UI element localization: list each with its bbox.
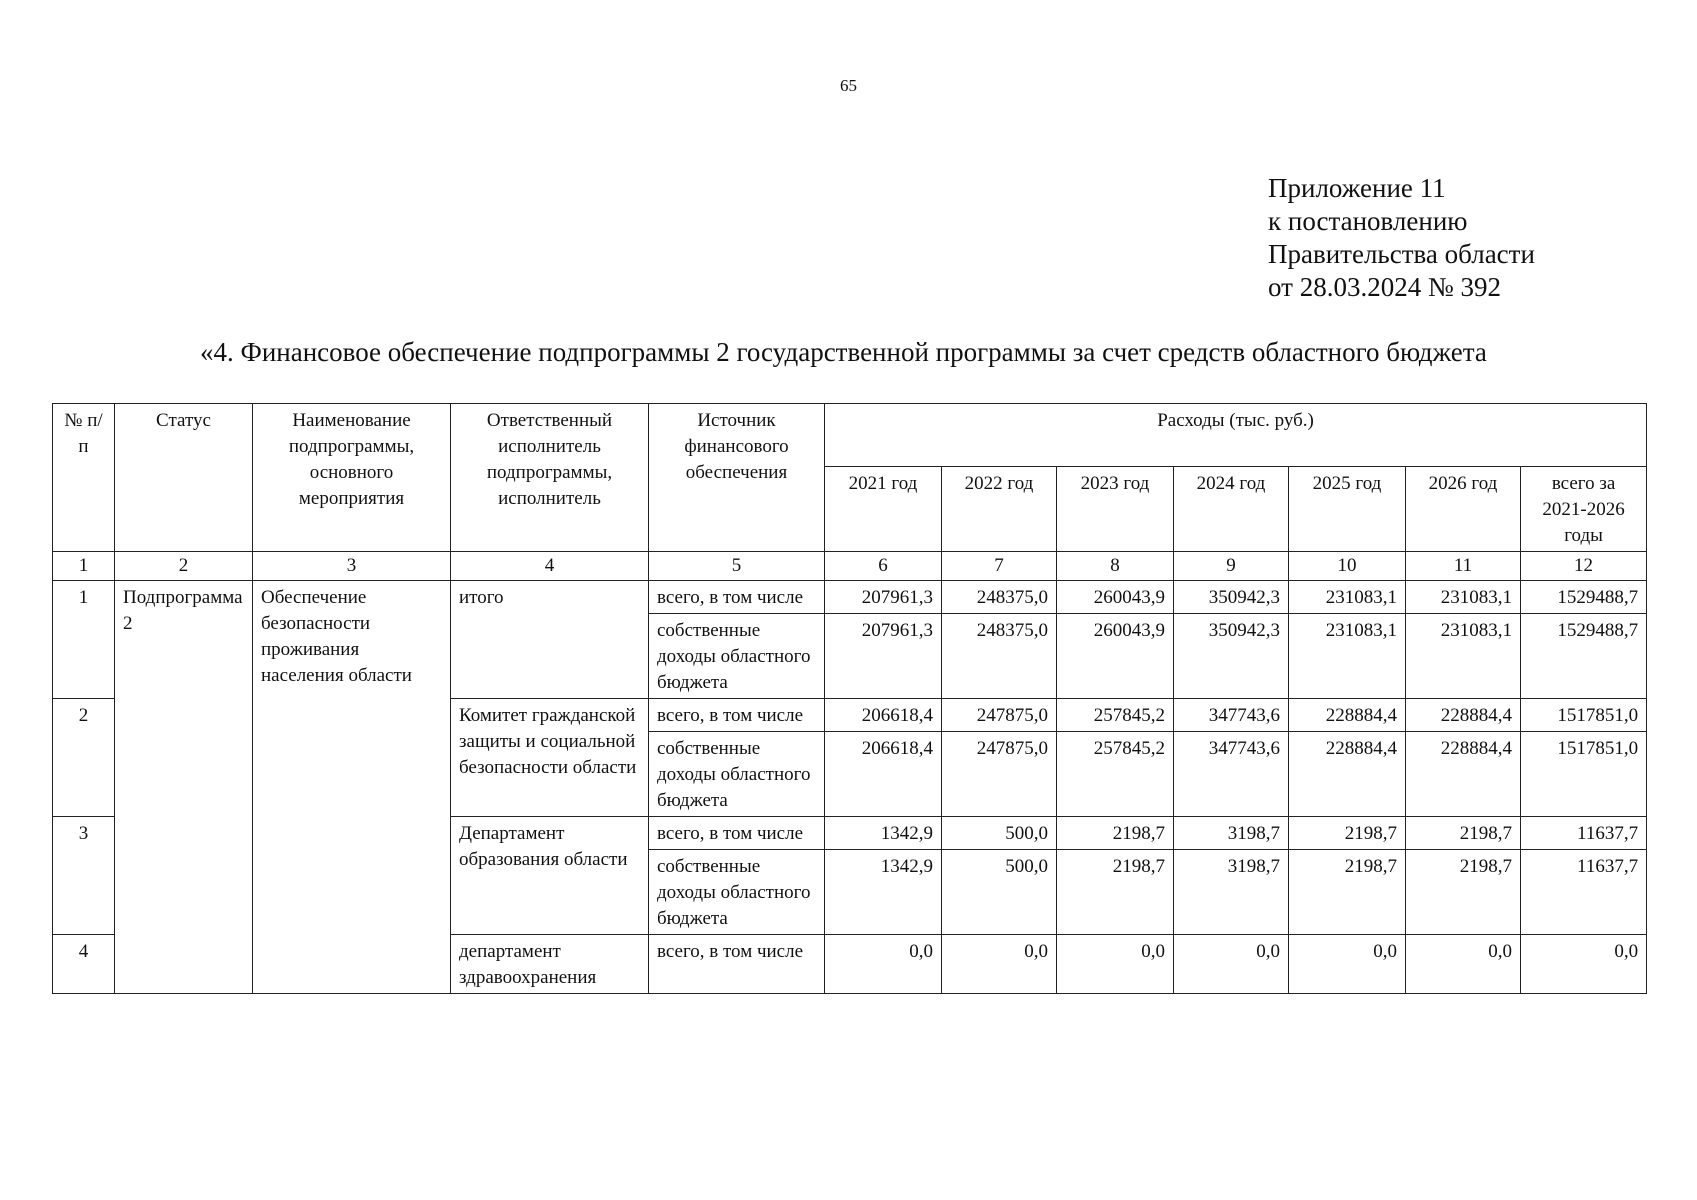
amount-cell: 228884,4 [1406, 732, 1521, 817]
amount-cell: 1342,9 [825, 850, 942, 935]
amount-cell: 2198,7 [1406, 817, 1521, 850]
executor-cell: Комитет гражданской защиты и социальной безопасности области [451, 699, 649, 817]
amount-cell: 2198,7 [1057, 817, 1174, 850]
amount-total-cell: 11637,7 [1521, 817, 1647, 850]
financing-table [52, 403, 1647, 994]
header-name: Наименование подпрограммы, основного мероприятия [253, 404, 451, 552]
header-year-total: всего за 2021-2026 годы [1521, 467, 1647, 552]
row-number: 3 [53, 817, 115, 935]
column-index: 6 [825, 552, 942, 581]
program-name-cell: Обеспечение безопасности проживания населения области [253, 581, 451, 994]
amount-cell: 231083,1 [1289, 581, 1406, 614]
amount-total-cell: 1529488,7 [1521, 581, 1647, 614]
amount-cell: 350942,3 [1174, 614, 1289, 699]
amount-cell: 231083,1 [1289, 614, 1406, 699]
row-number: 1 [53, 581, 115, 699]
amount-cell: 247875,0 [942, 699, 1057, 732]
document-title: «4. Финансовое обеспечение подпрограммы 2 государственной программы за счет средств областного бюджета [200, 337, 1487, 367]
status-cell: Подпрограмма 2 [115, 581, 253, 994]
column-index: 3 [253, 552, 451, 581]
amount-cell: 228884,4 [1289, 732, 1406, 817]
amount-cell: 2198,7 [1289, 850, 1406, 935]
source-cell: собственные доходы областного бюджета [649, 732, 825, 817]
amount-cell: 0,0 [942, 935, 1057, 994]
header-year: 2022 год [942, 467, 1057, 552]
amount-cell: 2198,7 [1406, 850, 1521, 935]
amount-cell: 2198,7 [1057, 850, 1174, 935]
column-index: 10 [1289, 552, 1406, 581]
amount-cell: 3198,7 [1174, 817, 1289, 850]
amount-cell: 257845,2 [1057, 699, 1174, 732]
header-expenses: Расходы (тыс. руб.) [825, 404, 1647, 467]
amount-cell: 247875,0 [942, 732, 1057, 817]
column-index: 7 [942, 552, 1057, 581]
column-index: 9 [1174, 552, 1289, 581]
appendix-line: от 28.03.2024 № 392 [1268, 272, 1501, 302]
amount-cell: 2198,7 [1289, 817, 1406, 850]
amount-cell: 0,0 [1406, 935, 1521, 994]
amount-cell: 207961,3 [825, 614, 942, 699]
source-cell: собственные доходы областного бюджета [649, 850, 825, 935]
appendix-block [1268, 172, 1535, 304]
column-index: 5 [649, 552, 825, 581]
header-source: Источник финансового обеспечения [649, 404, 825, 552]
amount-cell: 206618,4 [825, 699, 942, 732]
source-cell: собственные доходы областного бюджета [649, 614, 825, 699]
executor-cell: Департамент образования области [451, 817, 649, 935]
source-cell: всего, в том числе [649, 935, 825, 994]
header-year: 2024 год [1174, 467, 1289, 552]
column-index: 1 [53, 552, 115, 581]
amount-cell: 248375,0 [942, 614, 1057, 699]
amount-cell: 231083,1 [1406, 614, 1521, 699]
source-cell: всего, в том числе [649, 817, 825, 850]
amount-total-cell: 1517851,0 [1521, 699, 1647, 732]
header-executor: Ответственный исполнитель подпрограммы, исполнитель [451, 404, 649, 552]
executor-cell: итого [451, 581, 649, 699]
column-index-row [53, 552, 1647, 581]
amount-cell: 500,0 [942, 817, 1057, 850]
amount-total-cell: 0,0 [1521, 935, 1647, 994]
amount-cell: 257845,2 [1057, 732, 1174, 817]
header-status: Статус [115, 404, 253, 552]
executor-cell: департамент здравоохранения [451, 935, 649, 994]
page-number: 65 [840, 76, 857, 95]
column-index: 4 [451, 552, 649, 581]
amount-cell: 248375,0 [942, 581, 1057, 614]
amount-cell: 228884,4 [1406, 699, 1521, 732]
column-index: 8 [1057, 552, 1174, 581]
amount-cell: 260043,9 [1057, 581, 1174, 614]
amount-cell: 207961,3 [825, 581, 942, 614]
amount-cell: 206618,4 [825, 732, 942, 817]
header-row [53, 404, 1647, 467]
source-cell: всего, в том числе [649, 581, 825, 614]
source-cell: всего, в том числе [649, 699, 825, 732]
amount-cell: 0,0 [1174, 935, 1289, 994]
amount-total-cell: 11637,7 [1521, 850, 1647, 935]
amount-total-cell: 1517851,0 [1521, 732, 1647, 817]
appendix-line: Правительства области [1268, 239, 1535, 269]
header-year: 2026 год [1406, 467, 1521, 552]
amount-cell: 0,0 [825, 935, 942, 994]
amount-cell: 347743,6 [1174, 732, 1289, 817]
amount-cell: 0,0 [1057, 935, 1174, 994]
amount-cell: 3198,7 [1174, 850, 1289, 935]
amount-cell: 231083,1 [1406, 581, 1521, 614]
row-number: 2 [53, 699, 115, 817]
amount-cell: 260043,9 [1057, 614, 1174, 699]
header-year: 2021 год [825, 467, 942, 552]
header-num: № п/п [53, 404, 115, 552]
column-index: 12 [1521, 552, 1647, 581]
header-year: 2025 год [1289, 467, 1406, 552]
amount-total-cell: 1529488,7 [1521, 614, 1647, 699]
column-index: 2 [115, 552, 253, 581]
header-year: 2023 год [1057, 467, 1174, 552]
column-index: 11 [1406, 552, 1521, 581]
amount-cell: 347743,6 [1174, 699, 1289, 732]
amount-cell: 228884,4 [1289, 699, 1406, 732]
appendix-line: к постановлению [1268, 206, 1468, 236]
table-row [53, 581, 1647, 614]
amount-cell: 1342,9 [825, 817, 942, 850]
row-number: 4 [53, 935, 115, 994]
amount-cell: 0,0 [1289, 935, 1406, 994]
amount-cell: 350942,3 [1174, 581, 1289, 614]
amount-cell: 500,0 [942, 850, 1057, 935]
appendix-line: Приложение 11 [1268, 173, 1446, 203]
